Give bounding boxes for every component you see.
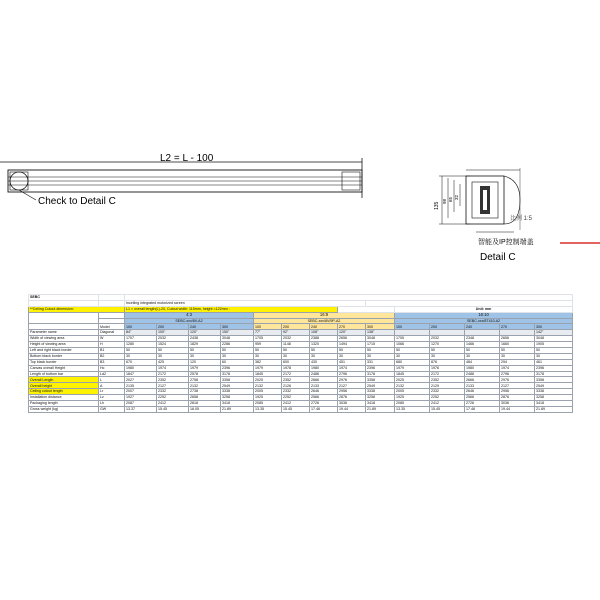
table-cell: 2005 xyxy=(254,389,282,395)
table-cell: 2129 xyxy=(430,383,465,389)
table-cell: 2332 xyxy=(157,389,189,395)
table-cell: 92" xyxy=(282,330,310,336)
table-cell: 2486 xyxy=(310,371,338,377)
detail-dim-1: 135 xyxy=(434,201,440,210)
table-cell: 1148 xyxy=(282,342,310,348)
table-cell: 3418 xyxy=(366,401,395,407)
table-cell: 3418 xyxy=(535,401,573,407)
table-cell: 3258 xyxy=(535,395,573,401)
table-cell: 2438 xyxy=(189,336,221,342)
row-code: Lh xyxy=(99,401,125,407)
table-cell: 2796 xyxy=(338,371,366,377)
unit-label: Unit: mm xyxy=(395,306,573,312)
table-cell: 2133 xyxy=(310,383,338,389)
table-cell: 3418 xyxy=(221,401,254,407)
row-code: Diagonal xyxy=(99,330,125,336)
ratio-16-9: 16:9 xyxy=(254,312,395,318)
row-label: Top black border xyxy=(29,359,99,365)
table-cell: 1925 xyxy=(254,395,282,401)
table-cell: 2005 xyxy=(395,389,430,395)
table-cell: 2818 xyxy=(189,401,221,407)
table-cell: 2127 xyxy=(157,383,189,389)
table-cell: 2956 xyxy=(338,389,366,395)
table-cell: 1707 xyxy=(125,336,157,342)
table-cell: 1979 xyxy=(189,365,221,371)
table-cell: 1980 xyxy=(465,365,500,371)
table-cell: 2758 xyxy=(189,377,221,383)
row-label: Canvas overall Height xyxy=(29,365,99,371)
row-label: Gross weight (kg) xyxy=(29,406,99,412)
model-4-3: SEBC-xxx/8V-A2 xyxy=(125,318,254,324)
table-cell: 3048 xyxy=(535,336,573,342)
model-size-cell: 300 xyxy=(221,324,254,330)
table-cell: 3036 xyxy=(500,401,535,407)
table-cell: 1979 xyxy=(254,365,282,371)
table-cell: 1974 xyxy=(157,365,189,371)
table-cell: 21.89 xyxy=(535,406,573,412)
table-cell: 2135 xyxy=(125,383,157,389)
model-size-cell: 200 xyxy=(430,324,465,330)
table-cell: 2127 xyxy=(500,383,535,389)
table-cell: 1974 xyxy=(500,365,535,371)
table-cell: 2566 xyxy=(465,395,500,401)
row-code: Lr xyxy=(99,389,125,395)
table-cell: 1979 xyxy=(395,365,430,371)
model-size-cell: 300 xyxy=(535,324,573,330)
table-cell: 16.05 xyxy=(189,406,221,412)
table-cell: 2007 xyxy=(125,389,157,395)
table-cell: 2876 xyxy=(500,395,535,401)
table-cell: 2332 xyxy=(430,389,465,395)
table-cell: 2388 xyxy=(310,336,338,342)
table-cell: 2738 xyxy=(189,389,221,395)
table-cell: 50 xyxy=(157,348,189,354)
table-cell: 2396 xyxy=(221,365,254,371)
table-cell: 120" xyxy=(338,330,366,336)
table-cell: 1066 xyxy=(395,342,430,348)
table-cell: 50 xyxy=(310,348,338,354)
table-cell: 120 xyxy=(189,359,221,365)
table-cell: 30 xyxy=(282,353,310,359)
table-cell: 430 xyxy=(310,359,338,365)
table-cell: 461 xyxy=(535,359,573,365)
table-cell: 2025 xyxy=(254,377,282,383)
table-cell: 30 xyxy=(430,353,465,359)
sheet-title: Inceiling integrated motorized screen xyxy=(125,300,366,306)
table-cell: 2726 xyxy=(465,401,500,407)
model-size-cell: 100 xyxy=(395,324,430,330)
table-cell: 2025 xyxy=(395,377,430,383)
table-cell: 2646 xyxy=(465,389,500,395)
table-cell: 30 xyxy=(465,353,500,359)
table-cell: 50 xyxy=(395,348,430,354)
table-cell: 959 xyxy=(254,342,282,348)
table-cell: 17.46 xyxy=(310,406,338,412)
table-cell: 30 xyxy=(535,353,573,359)
table-cell: 30 xyxy=(254,353,282,359)
model-size-cell: 100 xyxy=(125,324,157,330)
series-cell: SEBC xyxy=(29,295,99,301)
spec-table xyxy=(28,294,573,413)
table-cell: 2549 xyxy=(366,383,395,389)
table-cell: 30 xyxy=(221,353,254,359)
table-cell: 600 xyxy=(282,359,310,365)
table-cell: 2726 xyxy=(310,401,338,407)
table-cell: 21.89 xyxy=(221,406,254,412)
table-cell: 50 xyxy=(500,348,535,354)
table-cell: 13.35 xyxy=(254,406,282,412)
table-cell: 1320 xyxy=(310,342,338,348)
table-cell: 2352 xyxy=(282,377,310,383)
table-cell: 30 xyxy=(338,353,366,359)
table-cell: 1829 xyxy=(189,342,221,348)
table-cell: 1978 xyxy=(282,365,310,371)
table-cell: 2332 xyxy=(282,389,310,395)
model-size-cell: 240 xyxy=(189,324,221,330)
table-cell: 1705 xyxy=(254,336,282,342)
table-cell: 1705 xyxy=(395,336,430,342)
table-cell: 680 xyxy=(395,359,430,365)
ceiling-label: **Ceiling Cutout dimension: xyxy=(29,306,125,312)
table-cell: 50 xyxy=(189,348,221,354)
table-cell: 2252 xyxy=(430,395,465,401)
row-label: Packaging length xyxy=(29,401,99,407)
table-cell: 2578 xyxy=(189,371,221,377)
table-cell: 30 xyxy=(366,353,395,359)
model-size-cell: 270 xyxy=(500,324,535,330)
row-code: L xyxy=(99,377,125,383)
table-cell: 3258 xyxy=(366,395,395,401)
table-cell: 1905 xyxy=(535,342,573,348)
table-cell: 150" xyxy=(221,330,254,336)
table-cell: 1466 xyxy=(465,342,500,348)
table-cell: 30 xyxy=(395,353,430,359)
table-cell: 1280 xyxy=(125,342,157,348)
detail-dim-2: 98 xyxy=(442,198,447,204)
table-cell: 2172 xyxy=(282,371,310,377)
table-cell: 2566 xyxy=(310,395,338,401)
spec-sheet xyxy=(28,294,572,413)
table-cell: 50 xyxy=(125,348,157,354)
detail-dim-3: 65 xyxy=(448,196,453,202)
table-cell: 77" xyxy=(254,330,282,336)
table-cell: 2252 xyxy=(157,395,189,401)
table-cell: 1845 xyxy=(254,371,282,377)
model-16-9: SEBC-xxx/8V/9P-A2 xyxy=(254,318,395,324)
table-cell: 19.44 xyxy=(338,406,366,412)
table-cell: 670 xyxy=(125,359,157,365)
table-cell: 2396 xyxy=(366,365,395,371)
detail-c-title: Detail C xyxy=(480,252,516,263)
table-cell: 50 xyxy=(366,348,395,354)
table-cell: 21.89 xyxy=(366,406,395,412)
table-cell: 50 xyxy=(338,348,366,354)
table-cell: 2656 xyxy=(500,336,535,342)
table-cell: 2132 xyxy=(395,383,430,389)
table-cell: 3338 xyxy=(535,389,573,395)
table-cell: 60 xyxy=(221,359,254,365)
row-code: B2 xyxy=(99,353,125,359)
table-cell: 30 xyxy=(310,353,338,359)
table-cell: 84" xyxy=(125,330,157,336)
table-cell: 2286 xyxy=(221,342,254,348)
table-cell: 15.45 xyxy=(157,406,189,412)
model-size-cell: 100 xyxy=(254,324,282,330)
table-cell: 17.46 xyxy=(465,406,500,412)
table-cell: 2666 xyxy=(310,377,338,383)
table-cell: 1524 xyxy=(157,342,189,348)
table-cell: 2085 xyxy=(395,401,430,407)
drawing-svg xyxy=(0,140,600,280)
model-16-10: SEBC-xxx/8T410-A2 xyxy=(395,318,573,324)
ratio-4-3: 4:3 xyxy=(125,312,254,318)
model-size-cell: 240 xyxy=(465,324,500,330)
table-cell: 1925 xyxy=(395,395,430,401)
table-cell: 2412 xyxy=(430,401,465,407)
row-label: Height of viewing area xyxy=(29,342,99,348)
row-label: Length of bottom bar xyxy=(29,371,99,377)
row-label: Bottom black border xyxy=(29,353,99,359)
table-cell: 2976 xyxy=(500,377,535,383)
table-cell: 2976 xyxy=(338,377,366,383)
table-cell: 1660 xyxy=(500,342,535,348)
table-cell: 2352 xyxy=(430,377,465,383)
table-cell: 1494 xyxy=(338,342,366,348)
table-cell: 50 xyxy=(465,348,500,354)
table-cell: 331 xyxy=(366,359,395,365)
model-size-cell: 270 xyxy=(338,324,366,330)
table-cell: 108" xyxy=(310,330,338,336)
ceiling-formula: L1 = overall length(L)-20, Cutout width: 115mm, height =122mm : xyxy=(125,306,338,312)
row-label: Overall height xyxy=(29,383,99,389)
table-cell: 2658 xyxy=(189,395,221,401)
table-cell: 2126 xyxy=(282,383,310,389)
table-cell: 876 xyxy=(430,359,465,365)
table-cell: 1976 xyxy=(430,365,465,371)
row-code: H xyxy=(99,342,125,348)
table-cell: 30 xyxy=(157,353,189,359)
table-cell: 3048 xyxy=(221,336,254,342)
dimension-label: L2 = L - 100 xyxy=(160,153,214,164)
table-cell: 2348 xyxy=(465,336,500,342)
row-code: Lz xyxy=(99,395,125,401)
table-cell: 382 xyxy=(254,359,282,365)
table-cell: 2127 xyxy=(338,383,366,389)
table-cell: 138" xyxy=(366,330,395,336)
table-cell: 2132 xyxy=(189,383,221,389)
table-cell: 2486 xyxy=(465,371,500,377)
table-cell: 2032 xyxy=(157,336,189,342)
control-box-note: 智能及IP控制端盖 xyxy=(478,239,534,246)
row-label: Left and right black border xyxy=(29,348,99,354)
table-cell: 294 xyxy=(500,359,535,365)
table-cell: 2876 xyxy=(338,395,366,401)
table-cell: 1270 xyxy=(430,342,465,348)
table-cell: 1715 xyxy=(366,342,395,348)
callout-text: Check to Detail C xyxy=(38,196,116,207)
table-cell: 2172 xyxy=(157,371,189,377)
table-cell: 2412 xyxy=(282,401,310,407)
table-cell: 3338 xyxy=(221,389,254,395)
table-cell: 425 xyxy=(157,359,189,365)
table-cell: 2172 xyxy=(430,371,465,377)
detail-dim-4: 32 xyxy=(454,194,459,200)
model-label: Model xyxy=(99,324,125,330)
table-cell: 19.44 xyxy=(500,406,535,412)
table-row xyxy=(29,406,573,412)
table-cell: 2412 xyxy=(157,401,189,407)
table-cell: 50 xyxy=(221,348,254,354)
table-cell: 120" xyxy=(189,330,221,336)
row-code: B1 xyxy=(99,348,125,354)
table-cell: 2032 xyxy=(282,336,310,342)
scale-note: 比例 1:5 xyxy=(510,216,533,222)
table-cell: 2133 xyxy=(465,383,500,389)
table-cell: 3178 xyxy=(535,371,573,377)
table-cell: 1980 xyxy=(125,365,157,371)
table-cell: 15.45 xyxy=(430,406,465,412)
model-size-cell: 240 xyxy=(310,324,338,330)
table-cell: 3258 xyxy=(221,395,254,401)
table-cell: 451 xyxy=(338,359,366,365)
table-cell: 3338 xyxy=(366,389,395,395)
table-cell: 100" xyxy=(157,330,189,336)
table-cell: 3178 xyxy=(221,371,254,377)
table-cell: 30 xyxy=(189,353,221,359)
table-cell: 2956 xyxy=(500,389,535,395)
table-cell: 2027 xyxy=(125,377,157,383)
table-cell: 2132 xyxy=(254,383,282,389)
row-code: Hc xyxy=(99,365,125,371)
table-cell: 2396 xyxy=(535,365,573,371)
table-cell: 50 xyxy=(282,348,310,354)
table-cell: 50 xyxy=(254,348,282,354)
table-cell: 2666 xyxy=(465,377,500,383)
row-label: Ceiling cutout length xyxy=(29,389,99,395)
table-cell: 2646 xyxy=(310,389,338,395)
technical-drawing xyxy=(0,140,600,280)
ratio-16-10: 16:10 xyxy=(395,312,573,318)
row-code: Ld2 xyxy=(99,371,125,377)
row-label: Installation distance xyxy=(29,395,99,401)
table-cell: 3358 xyxy=(535,377,573,383)
model-size-cell: 300 xyxy=(366,324,395,330)
row-label: Parameter name xyxy=(29,330,99,336)
row-code: A xyxy=(99,383,125,389)
table-cell: 3358 xyxy=(366,377,395,383)
table-cell: 3048 xyxy=(366,336,395,342)
table-cell: 50 xyxy=(535,348,573,354)
table-cell: 484 xyxy=(465,359,500,365)
callout-leader xyxy=(19,190,36,200)
table-cell: 2352 xyxy=(157,377,189,383)
table-cell: 2656 xyxy=(338,336,366,342)
table-cell: 2549 xyxy=(221,383,254,389)
table-cell: 13.37 xyxy=(125,406,157,412)
table-cell: 1845 xyxy=(395,371,430,377)
table-cell: 2087 xyxy=(125,401,157,407)
model-size-cell: 200 xyxy=(282,324,310,330)
table-cell: 50 xyxy=(430,348,465,354)
table-cell: 2032 xyxy=(430,336,465,342)
table-cell: 1980 xyxy=(310,365,338,371)
table-cell: 30 xyxy=(500,353,535,359)
table-cell: 2796 xyxy=(500,371,535,377)
table-cell: 2252 xyxy=(282,395,310,401)
table-cell: 2085 xyxy=(254,401,282,407)
table-cell: 13.35 xyxy=(395,406,430,412)
table-cell: 30 xyxy=(125,353,157,359)
row-code: W xyxy=(99,336,125,342)
row-code: GW xyxy=(99,406,125,412)
table-cell: 15.45 xyxy=(282,406,310,412)
row-label: Width of viewing area xyxy=(29,336,99,342)
row-code: B3 xyxy=(99,359,125,365)
table-cell: 2549 xyxy=(535,383,573,389)
table-cell: 3358 xyxy=(221,377,254,383)
table-cell: 1847 xyxy=(125,371,157,377)
model-size-cell: 200 xyxy=(157,324,189,330)
table-cell: 1974 xyxy=(338,365,366,371)
table-cell: 142" xyxy=(535,330,573,336)
row-label: Overall Length xyxy=(29,377,99,383)
table-cell: 3036 xyxy=(338,401,366,407)
table-cell: 3178 xyxy=(366,371,395,377)
table-cell: 1927 xyxy=(125,395,157,401)
